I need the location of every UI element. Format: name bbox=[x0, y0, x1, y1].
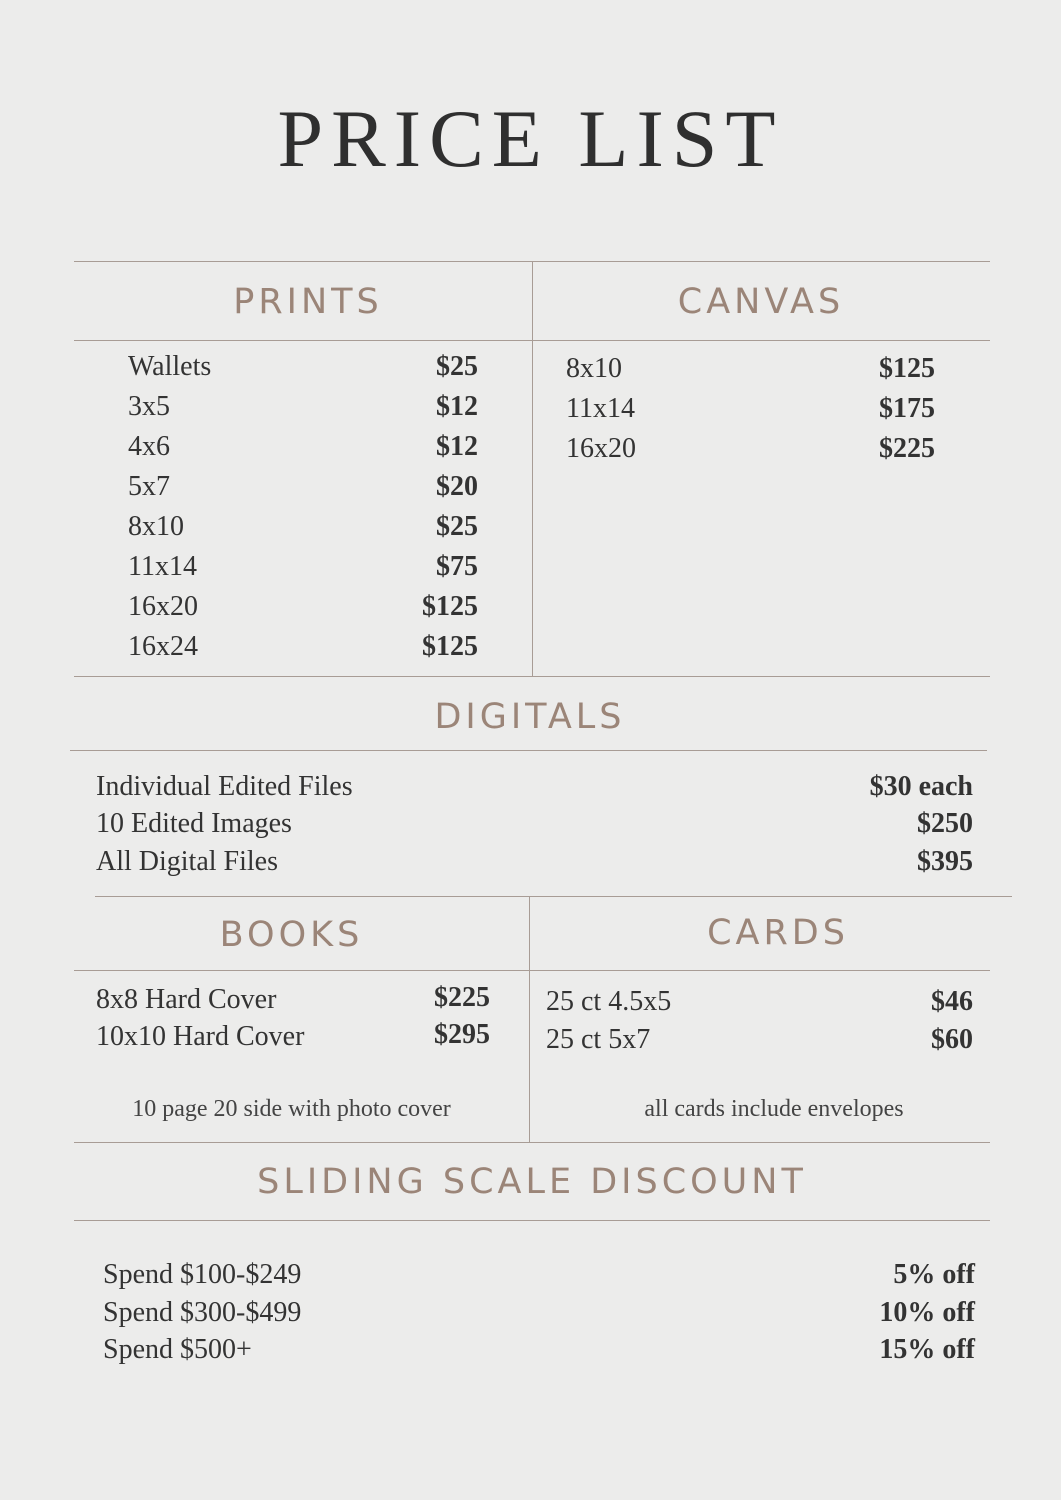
item-price: $75 bbox=[436, 551, 478, 582]
item-price: $125 bbox=[422, 631, 478, 662]
item-price: $60 bbox=[931, 1024, 973, 1055]
list-item: 25 ct 5x7 bbox=[546, 1024, 651, 1055]
list-item: 16x24 bbox=[128, 631, 198, 662]
item-price: $12 bbox=[436, 391, 478, 422]
item-price: $395 bbox=[917, 846, 973, 877]
divider bbox=[74, 970, 990, 971]
list-item: Spend $500+ bbox=[103, 1334, 252, 1365]
list-item: 10x10 Hard Cover bbox=[96, 1021, 305, 1052]
item-price: $46 bbox=[931, 986, 973, 1017]
divider bbox=[74, 1142, 990, 1143]
item-price: $30 each bbox=[869, 771, 973, 802]
digitals-heading: DIGITALS bbox=[434, 697, 626, 737]
list-item: 8x10 bbox=[566, 353, 622, 384]
list-item: 5x7 bbox=[128, 471, 170, 502]
list-item: 11x14 bbox=[128, 551, 197, 582]
divider bbox=[74, 1220, 990, 1221]
list-item: 16x20 bbox=[128, 591, 198, 622]
prints-heading: PRINTS bbox=[233, 282, 383, 322]
list-item: All Digital Files bbox=[96, 846, 278, 877]
list-item: 4x6 bbox=[128, 431, 170, 462]
divider bbox=[95, 896, 1012, 897]
list-item: Spend $100-$249 bbox=[103, 1259, 302, 1290]
item-price: $125 bbox=[422, 591, 478, 622]
item-price: $25 bbox=[436, 351, 478, 382]
item-price: $225 bbox=[879, 433, 935, 464]
list-item: 8x8 Hard Cover bbox=[96, 984, 277, 1015]
list-item: 3x5 bbox=[128, 391, 170, 422]
divider bbox=[74, 676, 990, 677]
list-item: 16x20 bbox=[566, 433, 636, 464]
item-price: $12 bbox=[436, 431, 478, 462]
item-price: $20 bbox=[436, 471, 478, 502]
discount-heading: SLIDING SCALE DISCOUNT bbox=[257, 1162, 807, 1202]
canvas-heading: CANVAS bbox=[677, 282, 845, 322]
divider bbox=[532, 261, 533, 676]
item-price: 5% off bbox=[893, 1259, 975, 1290]
item-price: $295 bbox=[434, 1019, 490, 1050]
list-item: 25 ct 4.5x5 bbox=[546, 986, 672, 1017]
books-heading: BOOKS bbox=[219, 915, 364, 955]
books-note: 10 page 20 side with photo cover bbox=[132, 1096, 451, 1122]
page-title: PRICE LIST bbox=[277, 93, 784, 184]
item-price: 15% off bbox=[879, 1334, 975, 1365]
list-item: 11x14 bbox=[566, 393, 635, 424]
item-price: 10% off bbox=[879, 1297, 975, 1328]
list-item: Spend $300-$499 bbox=[103, 1297, 302, 1328]
list-item: 10 Edited Images bbox=[96, 808, 292, 839]
cards-note: all cards include envelopes bbox=[644, 1096, 904, 1122]
item-price: $125 bbox=[879, 353, 935, 384]
list-item: Wallets bbox=[128, 351, 212, 382]
item-price: $175 bbox=[879, 393, 935, 424]
list-item: 8x10 bbox=[128, 511, 184, 542]
list-item: Individual Edited Files bbox=[96, 771, 353, 802]
item-price: $250 bbox=[917, 808, 973, 839]
cards-heading: CARDS bbox=[707, 913, 849, 953]
divider bbox=[70, 750, 987, 751]
item-price: $25 bbox=[436, 511, 478, 542]
item-price: $225 bbox=[434, 982, 490, 1013]
